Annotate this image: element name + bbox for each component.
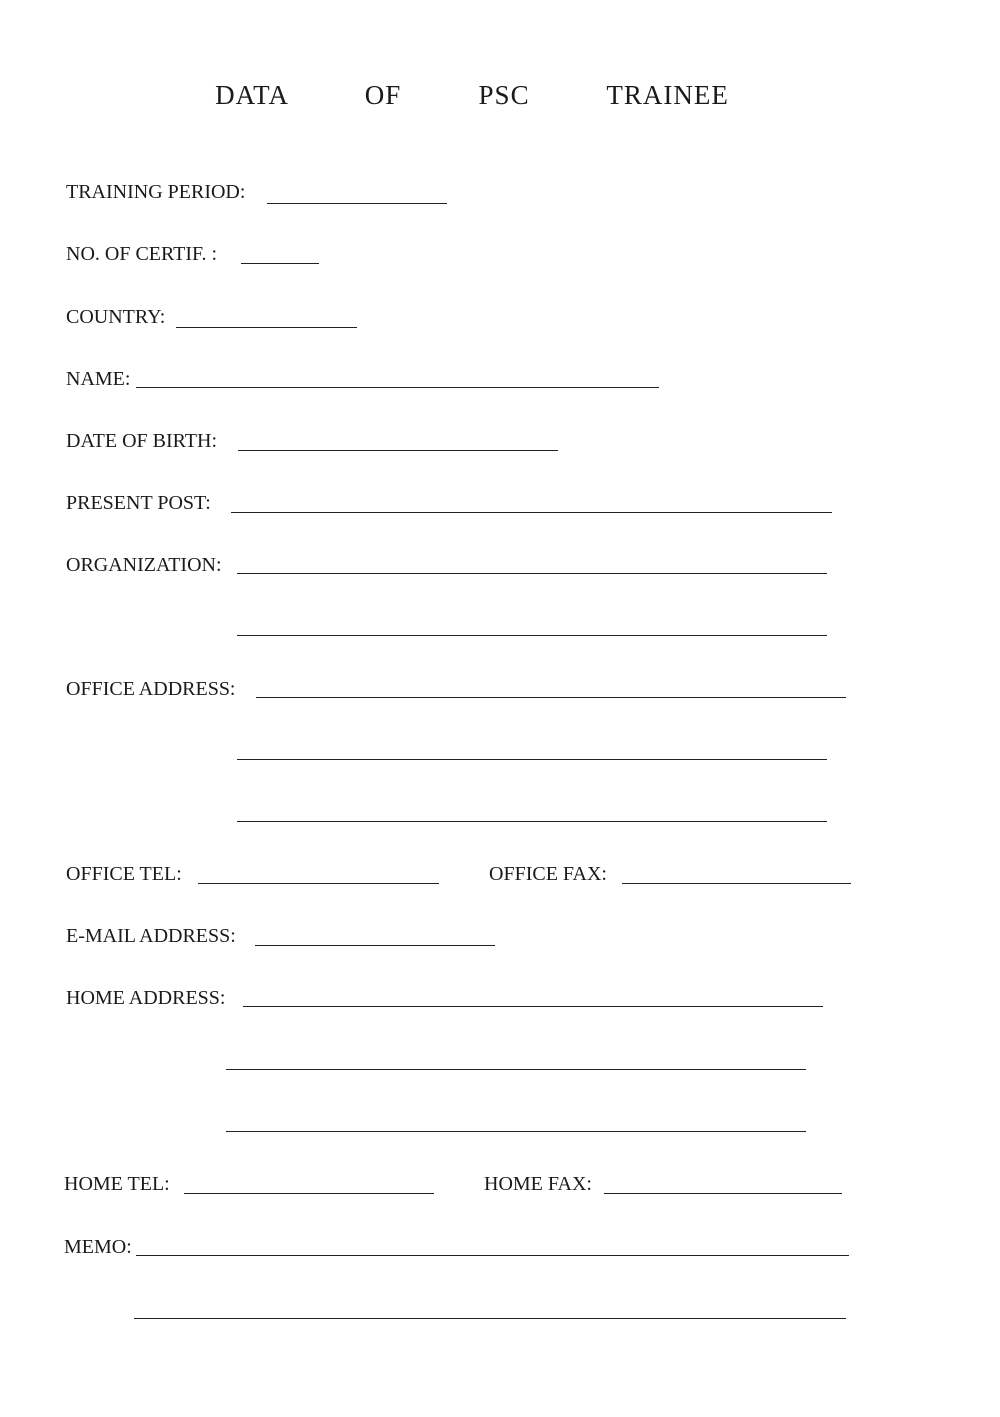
office-tel-field[interactable] bbox=[198, 883, 439, 884]
present-post-field[interactable] bbox=[231, 512, 832, 513]
email-address-field[interactable] bbox=[255, 945, 495, 946]
email-address-label: E-MAIL ADDRESS: bbox=[66, 925, 236, 947]
date-of-birth-field[interactable] bbox=[238, 450, 558, 451]
office-address-field-line-1[interactable] bbox=[256, 697, 846, 698]
home-address-field-line-2[interactable] bbox=[226, 1069, 806, 1070]
country-label: COUNTRY: bbox=[66, 306, 166, 328]
home-address-field-line-3[interactable] bbox=[226, 1131, 806, 1132]
name-field[interactable] bbox=[136, 387, 659, 388]
office-fax-label: OFFICE FAX: bbox=[489, 863, 607, 885]
certificate-number-field[interactable] bbox=[241, 263, 319, 264]
memo-field-line-2[interactable] bbox=[134, 1318, 846, 1319]
training-period-label: TRAINING PERIOD: bbox=[66, 181, 246, 203]
organization-label: ORGANIZATION: bbox=[66, 554, 222, 576]
certificate-number-label: NO. OF CERTIF. : bbox=[66, 243, 218, 265]
organization-field-line-2[interactable] bbox=[237, 635, 827, 636]
home-address-label: HOME ADDRESS: bbox=[66, 987, 226, 1009]
country-field[interactable] bbox=[176, 327, 357, 328]
memo-label: MEMO: bbox=[64, 1236, 132, 1258]
present-post-label: PRESENT POST: bbox=[66, 492, 211, 514]
form-title: DATA OF PSC TRAINEE bbox=[215, 80, 729, 110]
home-tel-label: HOME TEL: bbox=[64, 1173, 170, 1195]
training-period-field[interactable] bbox=[267, 203, 447, 204]
memo-field-line-1[interactable] bbox=[136, 1255, 849, 1256]
organization-field-line-1[interactable] bbox=[237, 573, 827, 574]
office-fax-field[interactable] bbox=[622, 883, 851, 884]
date-of-birth-label: DATE OF BIRTH: bbox=[66, 430, 218, 452]
office-address-field-line-2[interactable] bbox=[237, 759, 827, 760]
name-label: NAME: bbox=[66, 368, 131, 390]
home-tel-field[interactable] bbox=[184, 1193, 434, 1194]
office-tel-label: OFFICE TEL: bbox=[66, 863, 182, 885]
home-fax-label: HOME FAX: bbox=[484, 1173, 592, 1195]
home-fax-field[interactable] bbox=[604, 1193, 842, 1194]
office-address-field-line-3[interactable] bbox=[237, 821, 827, 822]
home-address-field-line-1[interactable] bbox=[243, 1006, 823, 1007]
office-address-label: OFFICE ADDRESS: bbox=[66, 678, 236, 700]
